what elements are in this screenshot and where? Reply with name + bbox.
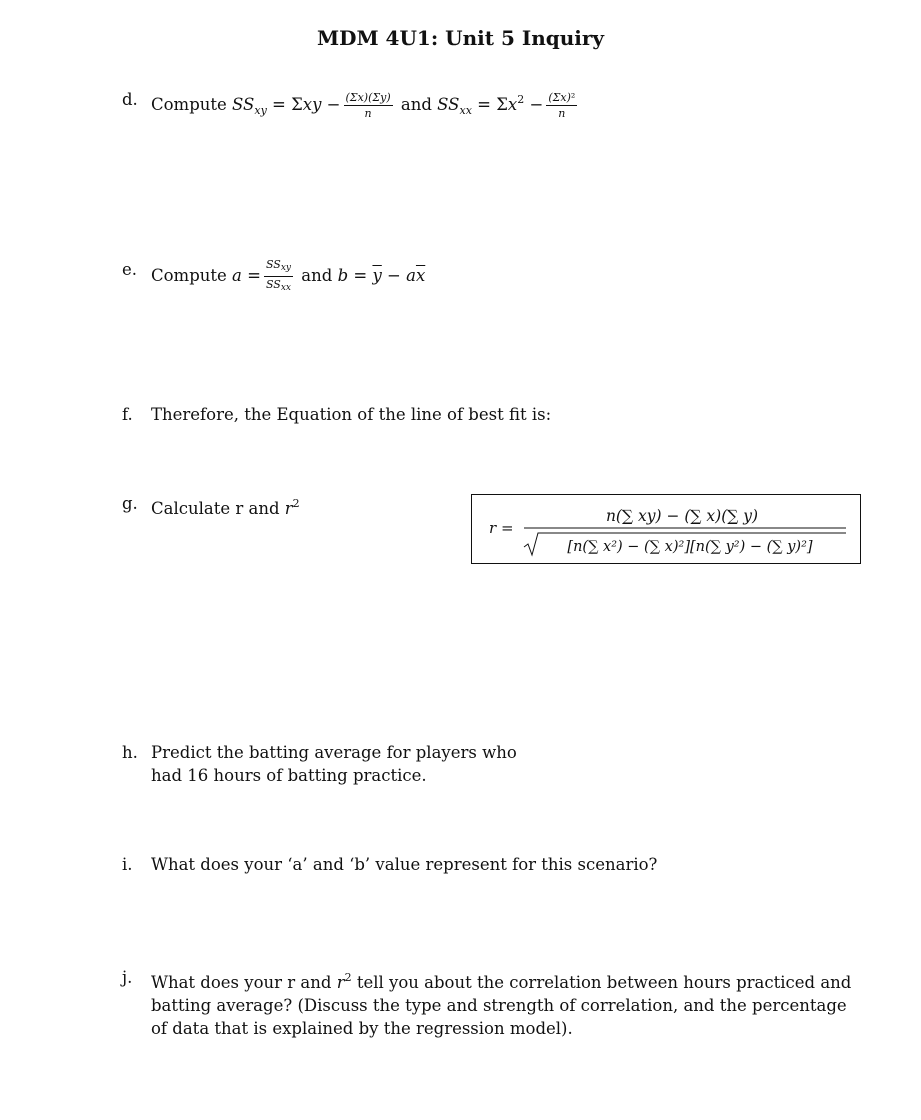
question-f-letter: f. [122, 405, 133, 424]
question-e-join: and [296, 266, 338, 285]
question-e-prefix: Compute [151, 266, 233, 285]
ssxy-formula: $SS_{xy} = \Sigma xy$ − $\frac{(\Sigma x)(\Sigma y)}{n}$ [232, 91, 391, 120]
question-j-letter: j. [122, 968, 133, 987]
question-g-letter: g. [122, 494, 138, 513]
question-j-line1b: tell you about the correlation between hours practiced and [351, 973, 852, 992]
question-i-text: What does your ‘a’ and ‘b’ value represent for this scenario? [151, 855, 658, 874]
question-h-letter: h. [122, 743, 138, 762]
question-j [122, 966, 851, 1040]
question-e-letter: e. [122, 260, 138, 279]
question-i-letter: i. [122, 855, 133, 874]
correlation-formula-box [471, 494, 861, 564]
question-d-letter: d. [122, 90, 138, 109]
question-j-line2: batting average? (Discuss the type and strength of correlation, and the percentage [151, 996, 847, 1015]
question-f-text: Therefore, the Equation of the line of best fit is: [151, 405, 552, 424]
question-f [122, 403, 551, 426]
formula-denominator: [n(∑ x²) − (∑ x)²][n(∑ y²) − (∑ y)²] [567, 539, 813, 555]
b-formula: $b = \overline{y} - a\overline{x}$ [337, 266, 426, 285]
a-formula: a = $\frac{\text{SSxy}}{\text{SSxx}}$ [232, 258, 292, 293]
r-squared: $r^2$ [284, 497, 300, 518]
question-h-line1: Predict the batting average for players who [151, 743, 517, 762]
question-g [122, 492, 300, 520]
question-d [122, 88, 580, 122]
ssxx-formula: $SS_{xx} = \Sigma x^2$ − $\frac{\text{(Σx)²}}{n}$ [437, 91, 576, 120]
question-j-line1a: What does your r and [151, 973, 337, 992]
question-h-line2: had 16 hours of batting practice. [151, 766, 427, 785]
question-d-join: and [395, 95, 438, 114]
formula-numerator: n(∑ xy) − (∑ x)(∑ y) [605, 507, 759, 525]
correlation-formula [472, 495, 862, 565]
question-i [122, 853, 657, 876]
question-h [122, 741, 517, 787]
r-squared-j: $r^2$ [336, 971, 352, 992]
formula-lhs: r = [489, 519, 514, 537]
question-g-text: Calculate r and [151, 499, 285, 518]
page-title: MDM 4U1: Unit 5 Inquiry [316, 26, 605, 50]
question-d-prefix: Compute [151, 95, 233, 114]
question-j-line3: of data that is explained by the regression model). [151, 1019, 573, 1038]
question-e [122, 258, 425, 295]
